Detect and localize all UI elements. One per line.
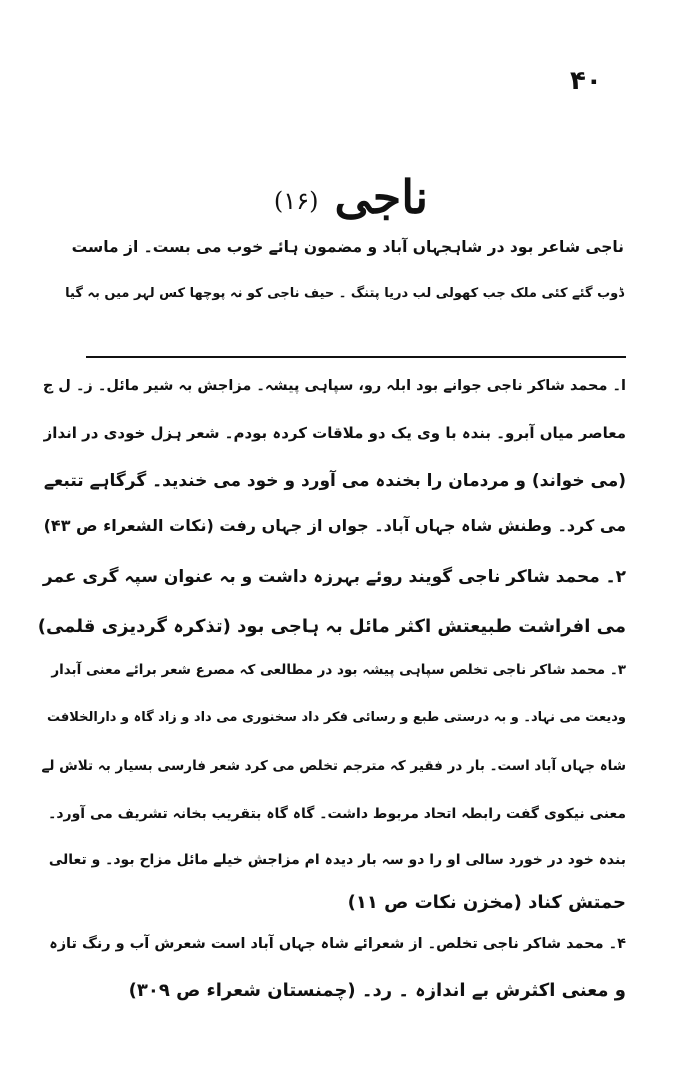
note-line-12: حمتش کناد (مخزن نکات ص ۱۱) bbox=[347, 892, 626, 913]
note-line-2: معاصر میاں آبرو۔ بندہ با وی یک دو ملاقات کردہ بودم۔ شعر ہزل خودی در انداز bbox=[43, 424, 626, 442]
verse-line-1: ناجی شاعر بود در شاہجہاں آباد و مضمون ہائے خوب می بست۔ از ماست bbox=[71, 238, 624, 256]
entry-heading bbox=[0, 170, 688, 224]
page-number: ۴۰ bbox=[570, 66, 602, 96]
note-line-1: ا۔ محمد شاکر ناجی جوانے بود ابلہ رو، سپاہی پیشہ۔ مزاجش بہ شیر مائل۔ ز۔ ل ج bbox=[42, 378, 626, 394]
note-line-11: بندہ خود در خورد سالی او را دو سہ بار دیدہ ام مزاجش خیلے مائل مزاح بود۔ و تعالی bbox=[48, 852, 626, 868]
note-line-13: ۴۔ محمد شاکر ناجی تخلص۔ از شعرائے شاہ جہاں آباد است شعرش آب و رنگ تازہ bbox=[49, 936, 626, 952]
note-line-6: می افراشت طبیعتش اکثر مائل بہ ہاجی بود (تذکرہ گردیزی قلمی) bbox=[37, 616, 626, 637]
verse-line-2: ڈوب گئے کئی ملک جب کھولی لب دریا پتنگ ۔ حیف ناجی کو نہ پوچھا کس لہر میں بہ گیا bbox=[65, 286, 624, 301]
note-line-14: و معنی اکثرش بے اندازہ ۔ رد۔ (چمنستان شعراء ص ۳۰۹) bbox=[128, 980, 626, 1001]
note-line-7: ۳۔ محمد شاکر ناجی تخلص سپاہی پیشہ بود در مطالعی کہ مصرع شعر برائے معنی آبدار bbox=[51, 662, 626, 678]
note-line-3: (می خواند) و مردمان را بخندہ می آورد و خود می خندید۔ گرگاہے تتبعے bbox=[43, 471, 626, 491]
note-line-8: ودیعت می نہاد۔ و بہ درستی طبع و رسائی فکر داد سخنوری می داد و زاد گاہ و دارالخلافت bbox=[46, 710, 626, 725]
entry-title: ناجی bbox=[334, 170, 429, 224]
section-divider bbox=[86, 356, 626, 358]
note-line-4: می کرد۔ وطنش شاہ جہاں آباد۔ جواں از جہاں رفت (نکات الشعراء ص ۴۳) bbox=[43, 516, 626, 535]
note-line-10: معنی نیکوی گفت رابطہ اتحاد مربوط داشت۔ گاہ گاہ بتقریب بخانہ تشریف می آورد۔ bbox=[48, 806, 626, 822]
entry-number: (۱۶) bbox=[273, 187, 319, 215]
note-line-5: ۲۔ محمد شاکر ناجی گویند روئے بہرزہ داشت و بہ عنوان سپہ گری عمر bbox=[42, 567, 626, 587]
note-line-9: شاہ جہاں آباد است۔ بار در فقیر کہ مترجم تخلص می کرد شعر فارسی بسیار بہ تلاش لے bbox=[41, 758, 626, 774]
